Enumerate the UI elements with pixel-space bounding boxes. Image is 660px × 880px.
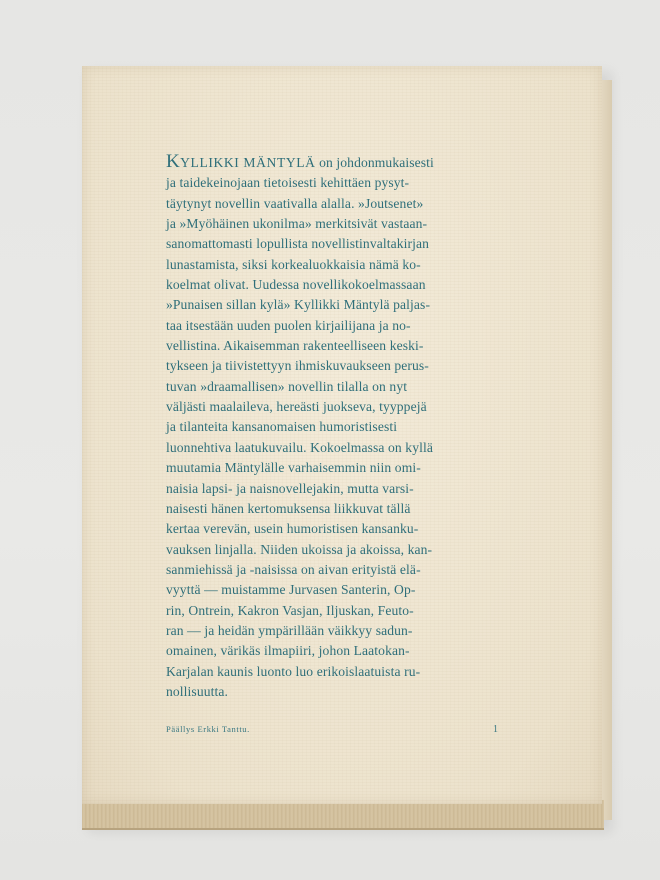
blurb-line (166, 316, 498, 336)
blurb-line (166, 621, 498, 641)
blurb-line-text: »Punaisen sillan kylä» Kyllikki Mäntylä paljas- (166, 297, 431, 313)
blurb-line (166, 295, 498, 315)
blurb-line (166, 662, 498, 682)
blurb-line (166, 356, 498, 376)
blurb-line-text: tuvan »draamallisen» novellin tilalla on nyt (166, 378, 408, 394)
blurb-line (166, 417, 498, 437)
blurb-line (166, 540, 498, 560)
cover-design-credit: Päällys Erkki Tanttu. (166, 724, 250, 734)
author-name: YLLIKKI MÄNTYLÄ (180, 155, 316, 170)
blurb-line (166, 499, 498, 519)
blurb-line-text: väljästi maalaileva, hereästi juokseva, tyyppejä (166, 399, 427, 415)
blurb-line (166, 336, 498, 356)
blurb-line-text: vauksen linjalla. Niiden ukoissa ja akoissa, kan- (166, 541, 433, 557)
blurb-text (166, 152, 498, 702)
blurb-line (166, 194, 498, 214)
blurb-line (166, 519, 498, 539)
blurb-first-line-content (166, 152, 434, 173)
blurb-line (166, 560, 498, 580)
blurb-line-text: Karjalan kaunis luonto luo erikoislaatuista ru- (166, 663, 421, 679)
author-initial: K (166, 151, 181, 172)
blurb-line-text: nollisuutta. (166, 683, 228, 699)
blurb-line (166, 377, 498, 397)
blurb-line (166, 580, 498, 600)
blurb-line-text: kertaa verevän, usein humoristisen kansanku- (166, 521, 419, 537)
blurb-line-text: taa itsestään uuden puolen kirjailijana ja no- (166, 317, 411, 333)
blurb-line-text: on johdonmukaisesti (315, 155, 434, 170)
page-number: 1 (493, 724, 498, 735)
blurb-line-text: lunastamista, siksi korkealuokkaisia nämä ko- (166, 256, 421, 272)
blurb-line-text: ja »Myöhäinen ukonilma» merkitsivät vastaan- (166, 216, 428, 232)
blurb-line-text: rin, Ontrein, Kakron Vasjan, Iljuskan, Feuto- (166, 602, 414, 618)
blurb-line-text: naisia lapsi- ja naisnovellejakin, mutta varsi- (166, 480, 414, 496)
blurb-line (166, 479, 498, 499)
blurb-line (166, 682, 498, 702)
blurb-line-text: koelmat olivat. Uudessa novellikokoelmassaan (166, 277, 426, 293)
blurb-line-text: täytynyt novellin vaativalla alalla. »Joutsenet» (166, 195, 424, 211)
blurb-line (166, 397, 498, 417)
blurb-line-text: vyyttä — muistamme Jurvasen Santerin, Op- (166, 582, 416, 598)
blurb-line (166, 438, 498, 458)
blurb-line-1 (166, 152, 498, 173)
blurb-line (166, 641, 498, 661)
blurb-line-text: ran — ja heidän ympärillään väikkyy sadun- (166, 622, 413, 638)
blurb-line-text: luonnehtiva laatukuvailu. Kokoelmassa on kyllä (166, 439, 433, 455)
blurb-line-text: ja taidekeinojaan tietoisesti kehittäen pysyt- (166, 175, 410, 191)
book-page-edges (82, 800, 604, 830)
blurb-line-text: vellistina. Aikaisemman rakenteelliseen keski- (166, 338, 424, 354)
blurb-line (166, 275, 498, 295)
blurb-line (166, 234, 498, 254)
blurb-line (166, 214, 498, 234)
blurb-line (166, 255, 498, 275)
blurb-line-text: naisesti hänen kertomuksensa liikkuvat tällä (166, 500, 411, 516)
blurb-line-text: omainen, värikäs ilmapiiri, johon Laatokan- (166, 643, 410, 659)
blurb-line-text: sanmiehissä ja -naisissa on aivan erityistä elä- (166, 561, 421, 577)
blurb-line (166, 173, 498, 193)
blurb-line-text: tykseen ja tiivistettyyn ihmiskuvaukseen perus- (166, 358, 429, 374)
blurb-line (166, 601, 498, 621)
blurb-line-text: muutamia Mäntylälle varhaisemmin niin omi- (166, 460, 421, 476)
blurb-line-text: sanomattomasti lopullista novellistinvaltakirjan (166, 236, 430, 252)
blurb-line (166, 458, 498, 478)
blurb-line-text: ja tilanteita kansanomaisen humoristisesti (166, 419, 398, 435)
